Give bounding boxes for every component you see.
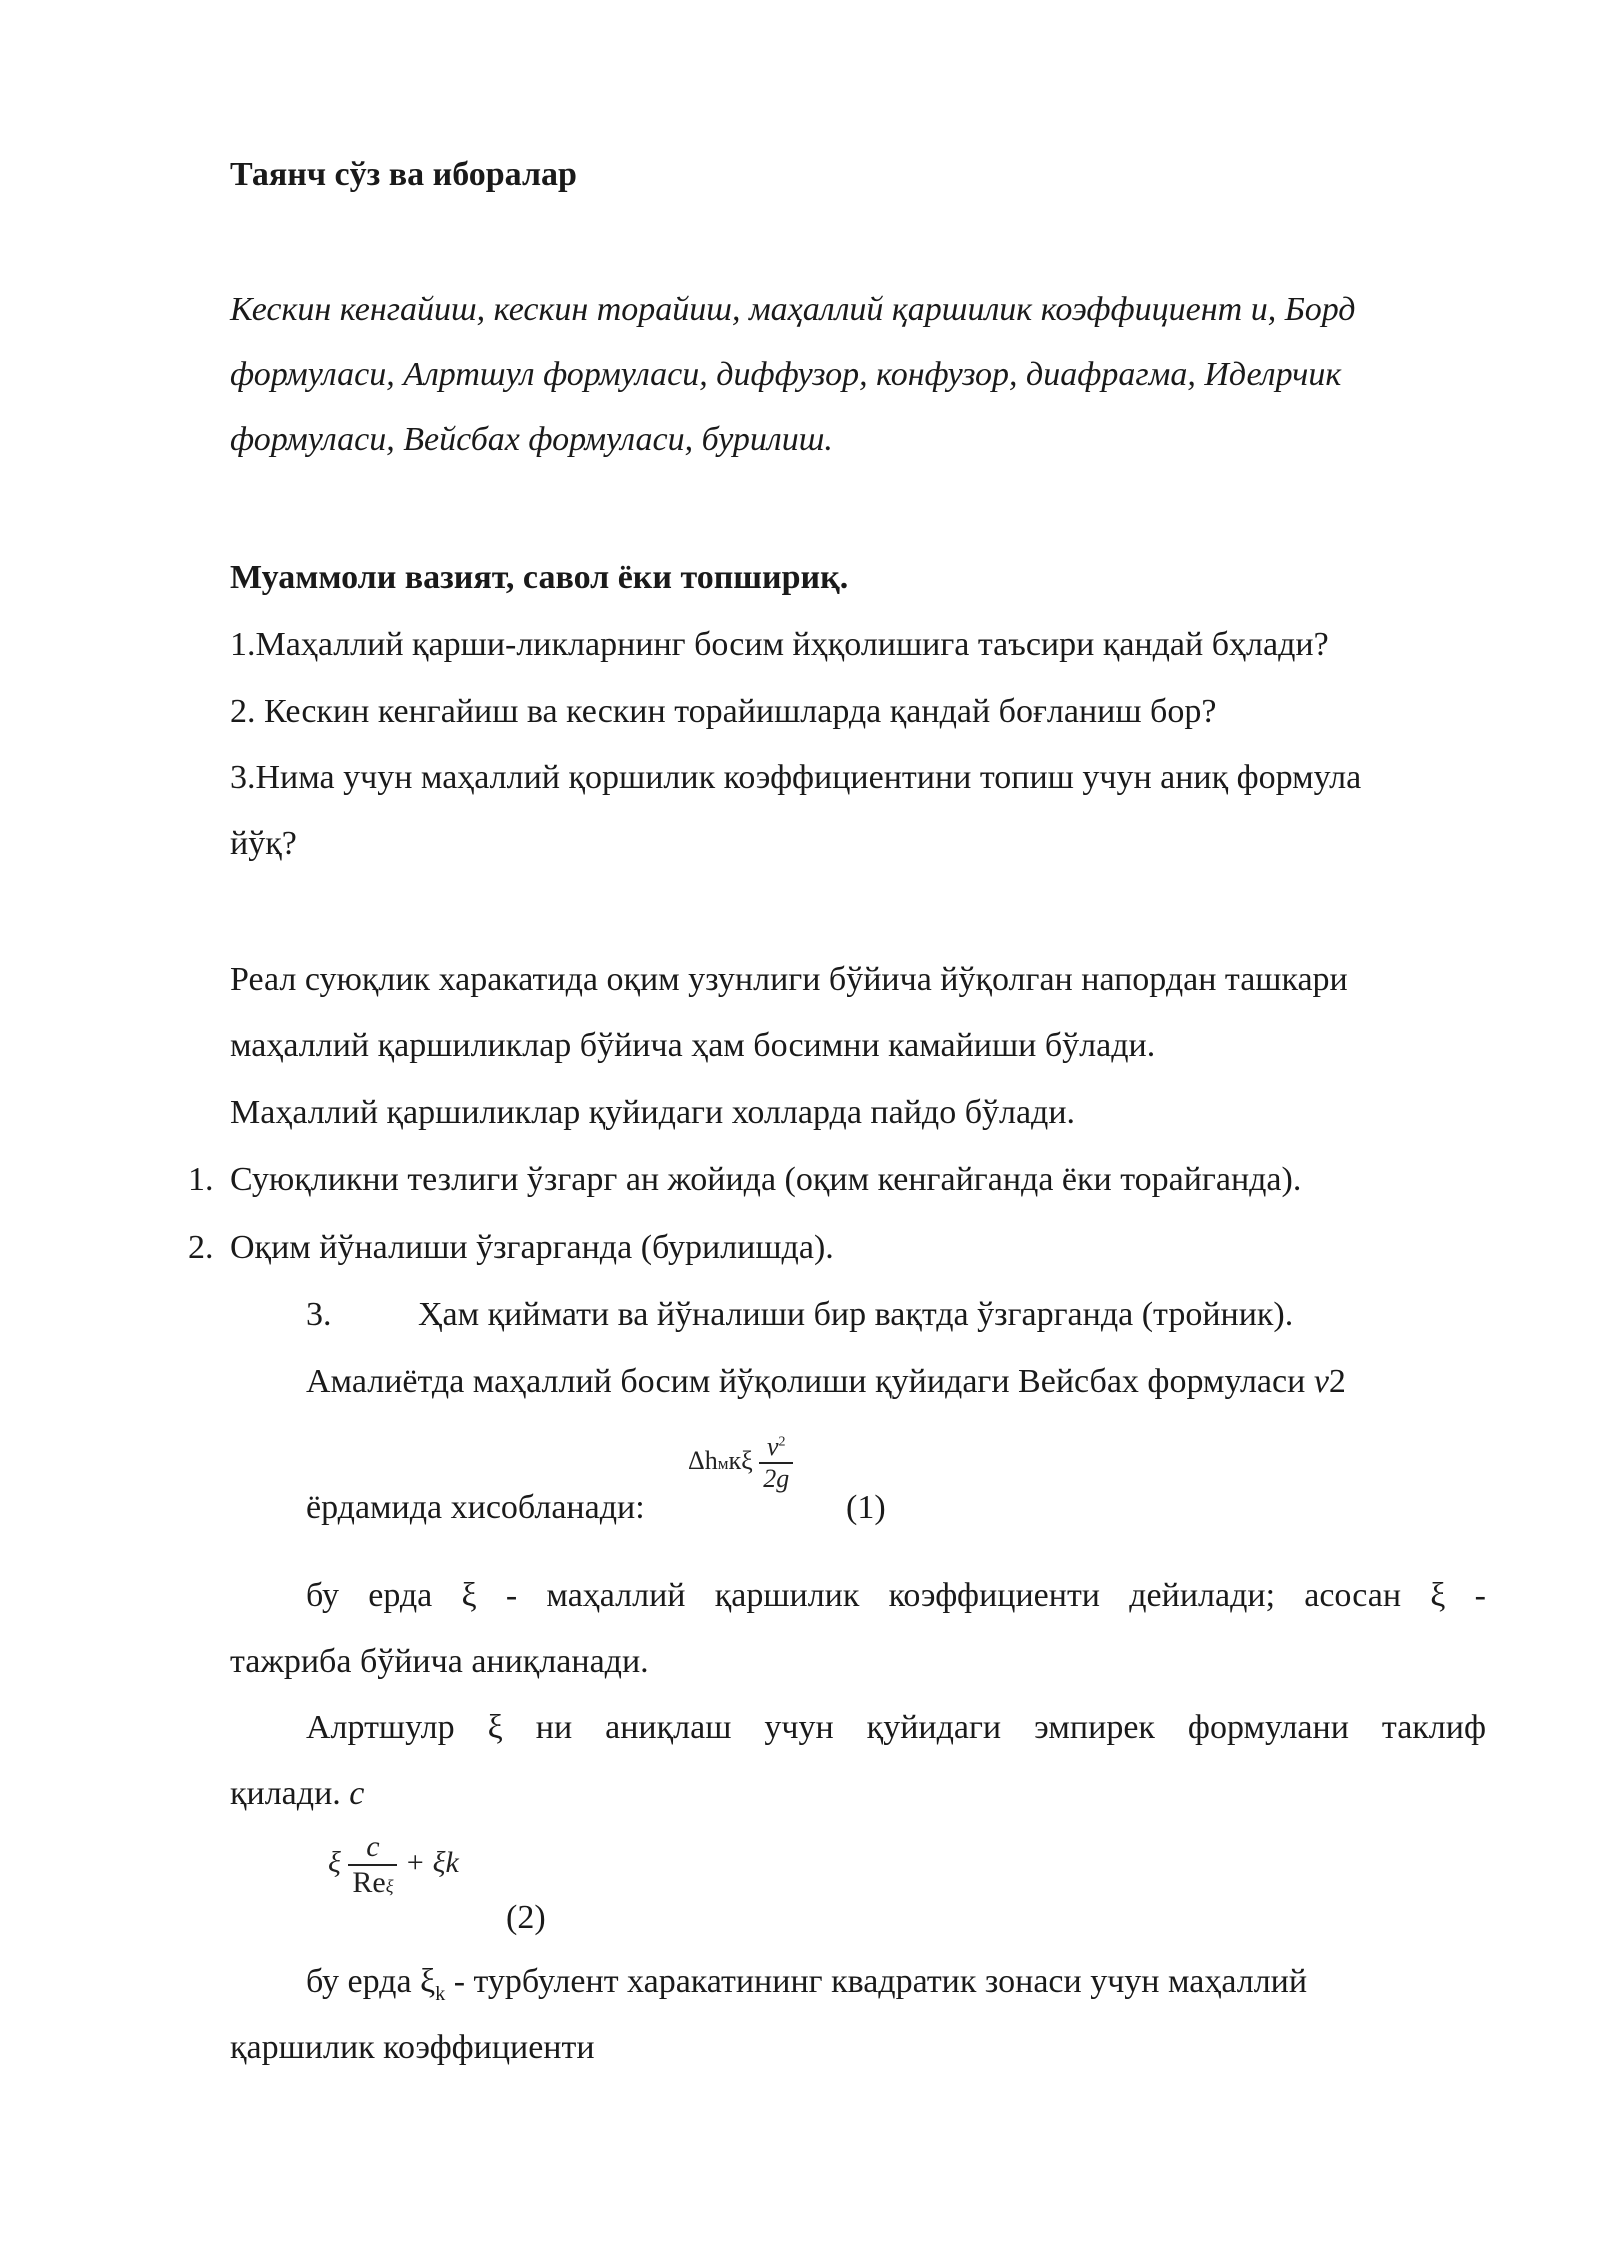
paragraph-1-line-1: Реал суюқлик харакатида оқим узунлиги бўйича йўқолган напордан ташкари bbox=[230, 961, 1348, 998]
paragraph-2: Маҳаллий қаршиликлар қуйидаги холларда пайдо бўлади. bbox=[230, 1094, 1076, 1131]
paragraph-7-line-1: бу ерда $\xi_k$ - турбулент харакатининг квадратик зонаси учун маҳаллий bbox=[306, 1963, 1308, 2005]
paragraph-5-line-2: тажриба бўйича аниқланади. bbox=[230, 1643, 649, 1680]
paragraph-1-line-2: маҳаллий қаршиликлар бўйича ҳам босимни камайиши бўлади. bbox=[230, 1027, 1156, 1064]
paragraph-3: Амалиётда маҳаллий босим йўқолиши қуйидаги Вейсбах формуласи v2 bbox=[306, 1363, 1346, 1400]
equation-number-2: (2) bbox=[506, 1899, 546, 1936]
paragraph-6-line-2: қилади. c bbox=[230, 1775, 365, 1812]
list-number-2: 2. bbox=[188, 1229, 214, 1266]
keywords-line-2: формуласи, Алртшул формуласи, диффузор, конфузор, диафрагма, Иделрчик bbox=[230, 356, 1342, 393]
list-number-1: 1. bbox=[188, 1161, 214, 1198]
paragraph-6-line-1: Алртшулр ξ ни аниқлаш учун қуйидаги эмпирек формулани таклиф bbox=[306, 1709, 1486, 1746]
paragraph-4: ёрдамида хисобланади: bbox=[306, 1489, 645, 1526]
formula-altshul: ξ $\frac{c}{\text{Reξ}}$ + ξk bbox=[328, 1830, 459, 1899]
question-2: 2. Кескин кенгайиш ва кескин торайишларда қандай боғланиш бор? bbox=[230, 693, 1217, 730]
list-item-1: Суюқликни тезлиги ўзгарг ан жойида (оқим кенгайганда ёки торайганда). bbox=[230, 1161, 1302, 1198]
question-1: 1.Маҳаллий қарши-ликларнинг босим йҳқолишига таъсири қандай бҳлади? bbox=[230, 626, 1329, 663]
question-3-cont: йўқ? bbox=[230, 825, 297, 862]
paragraph-5-line-1: бу ерда ξ - маҳаллий қаршилик коэффициенти дейилади; асосан ξ - bbox=[306, 1577, 1486, 1614]
keywords-line-1: Кескин кенгайиш, кескин торайиш, маҳаллий қаршилик коэффициент и, Борд bbox=[230, 291, 1356, 328]
equation-number-1: (1) bbox=[846, 1489, 886, 1526]
question-3: 3.Нима учун маҳаллий қоршилик коэффициентини топиш учун аниқ формула bbox=[230, 759, 1362, 796]
keywords-line-3: формуласи, Вейсбах формуласи, бурилиш. bbox=[230, 421, 833, 458]
list-item-3: Ҳам қиймати ва йўналиши бир вақтда ўзгарганда (тройник). bbox=[418, 1296, 1294, 1333]
formula-weisbach: Δhмкξ $\frac{v^2}{2g}$ bbox=[688, 1432, 793, 1494]
paragraph-7-line-2: қаршилик коэффициенти bbox=[230, 2029, 595, 2066]
heading-problem: Муаммоли вазият, савол ёки топшириқ. bbox=[230, 559, 849, 596]
heading-keywords: Таянч сўз ва иборалар bbox=[230, 156, 577, 193]
list-item-2: Оқим йўналиши ўзгарганда (бурилишда). bbox=[230, 1229, 834, 1266]
list-number-3: 3. bbox=[306, 1296, 332, 1333]
